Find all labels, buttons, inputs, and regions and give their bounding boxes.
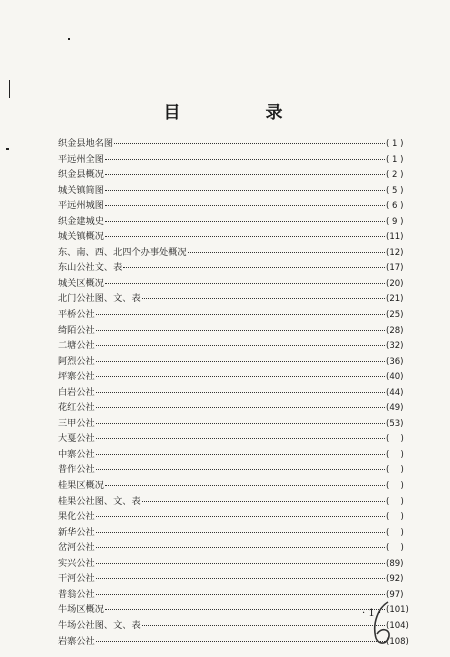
toc-entry-title: 织金县概况 (58, 169, 104, 181)
toc-entry-title: 城关镇简图 (58, 184, 104, 196)
toc-entry (58, 478, 426, 494)
toc-entry (58, 136, 426, 152)
toc-entry-title: 牛场区概况 (58, 604, 104, 616)
toc-entry-page: (40) (386, 372, 404, 383)
toc-entry-title: 普翁公社 (58, 588, 95, 600)
toc-entry-page: (32) (386, 341, 404, 352)
toc-entry (58, 369, 426, 385)
toc-entry (58, 400, 426, 416)
toc-entry-page: (20) (386, 278, 404, 289)
toc-entry-title: 平桥公社 (58, 309, 95, 321)
toc-entry-title: 新华公社 (58, 526, 95, 538)
toc-entry-page: (104) (386, 620, 409, 631)
dot-leader (105, 205, 385, 206)
dot-leader (142, 501, 385, 502)
toc-entry (58, 556, 426, 572)
toc-entry-page: ( 6 ) (386, 201, 404, 212)
toc-entry-title: 城关区概况 (58, 277, 104, 289)
toc-entry (58, 229, 426, 245)
toc-entry-page: (25) (386, 310, 404, 321)
toc-entry (58, 245, 426, 261)
toc-entry (58, 276, 426, 292)
dot-leader (96, 547, 385, 548)
toc-entry-page: ( ) (386, 512, 404, 523)
toc-entry-page: (11) (386, 232, 404, 243)
dot-leader (96, 578, 385, 579)
toc-entry (58, 447, 426, 463)
dot-leader (105, 190, 385, 191)
toc-entry-title: 大戛公社 (58, 433, 95, 445)
toc-entry-page: ( 9 ) (386, 216, 404, 227)
toc-entry-title: 中寨公社 (58, 448, 95, 460)
toc-entry (58, 152, 426, 168)
toc-entry-title: 织金县地名图 (58, 138, 114, 149)
toc-entry-title: 花红公社 (58, 402, 95, 414)
toc-entry-title: 阿烈公社 (58, 355, 95, 367)
dot-leader (96, 641, 385, 642)
toc-entry-title: 干河公社 (58, 573, 95, 585)
toc-entry-page: (44) (386, 387, 404, 398)
toc-entry (58, 183, 426, 199)
toc-entry-title: 平远州全图 (58, 153, 104, 165)
dot-leader (96, 516, 385, 517)
dot-leader (105, 174, 385, 175)
toc-entry-title: 织金建城史 (58, 215, 104, 227)
toc-entry-title: 普作公社 (58, 464, 95, 476)
toc-entry-page: ( 1 ) (386, 154, 404, 165)
toc-entry-title: 东山公社文、表 (58, 262, 123, 274)
toc-entry (58, 214, 426, 230)
toc-entry-title: 坪寨公社 (58, 371, 95, 383)
dot-leader (96, 594, 385, 595)
toc-entry-title: 牛场公社图、文、表 (58, 619, 141, 631)
toc-entry-page: (36) (386, 356, 404, 367)
toc-entry-title: 实兴公社 (58, 557, 95, 569)
toc-entry-page: ( 5 ) (386, 185, 404, 196)
dot-leader (96, 392, 385, 393)
scan-speck (6, 148, 9, 150)
toc-entry-title: 绮陌公社 (58, 324, 95, 336)
dot-leader (96, 361, 385, 362)
toc-entry-title: 平远州城图 (58, 200, 104, 212)
toc-entry-page: ( 2 ) (386, 170, 404, 181)
toc-entry-title: 东、南、西、北四个办事处概况 (58, 246, 187, 258)
toc-entry (58, 571, 426, 587)
toc-entry (58, 198, 426, 214)
toc-entry-page: (17) (386, 263, 404, 274)
dot-leader (142, 298, 385, 299)
dot-leader (96, 376, 385, 377)
toc-entry-page: ( ) (386, 527, 404, 538)
toc-entry-title: 桂果区概况 (58, 480, 104, 492)
handwritten-mark (368, 598, 396, 648)
dot-leader (96, 563, 385, 564)
dot-leader (96, 438, 385, 439)
toc-entry-title: 岩寨公社 (58, 635, 95, 647)
dot-leader (96, 407, 385, 408)
toc-entry-title: 二塘公社 (58, 340, 95, 352)
toc-entry-page: ( ) (386, 449, 404, 460)
dot-leader (105, 236, 385, 237)
toc-entry (58, 354, 426, 370)
page-title: 目 录 (163, 103, 317, 123)
toc-entry-page: ( 1 ) (386, 139, 404, 149)
toc-entry-title: 桂果公社图、文、表 (58, 495, 141, 507)
scan-speck (9, 80, 10, 98)
toc-entry (58, 385, 426, 401)
dot-leader (123, 267, 385, 268)
toc-entry-title: 三甲公社 (58, 417, 95, 429)
toc-entry (58, 416, 426, 432)
table-of-contents (58, 136, 426, 649)
toc-entry (58, 494, 426, 510)
toc-entry-page: (12) (386, 247, 404, 258)
toc-entry-page: (53) (386, 418, 404, 429)
toc-entry-page: (92) (386, 574, 404, 585)
dot-leader (105, 221, 385, 222)
dot-leader (96, 532, 385, 533)
toc-entry (58, 462, 426, 478)
dot-leader (142, 625, 385, 626)
dot-leader (96, 423, 385, 424)
toc-entry-title: 北门公社图、文、表 (58, 293, 141, 305)
dot-leader (96, 454, 385, 455)
toc-entry (58, 338, 426, 354)
toc-entry-page: (101) (386, 605, 409, 616)
dot-leader (96, 314, 385, 315)
dot-leader (105, 609, 385, 610)
toc-entry-page: ( ) (386, 543, 404, 554)
toc-entry (58, 431, 426, 447)
toc-entry (58, 291, 426, 307)
toc-entry-title: 白岩公社 (58, 386, 95, 398)
dot-leader (105, 485, 385, 486)
toc-entry-page: ( ) (386, 465, 404, 476)
toc-entry-page: (89) (386, 558, 404, 569)
dot-leader (105, 283, 385, 284)
toc-entry (58, 307, 426, 323)
toc-entry-title: 岔河公社 (58, 542, 95, 554)
dot-leader (96, 330, 385, 331)
toc-entry (58, 323, 426, 339)
toc-entry-page: (97) (386, 589, 404, 600)
toc-entry-page: ( ) (386, 434, 404, 445)
dot-leader (96, 469, 385, 470)
toc-entry-title: 城关镇概况 (58, 231, 104, 243)
toc-entry-page: (28) (386, 325, 404, 336)
toc-entry-page: ( ) (386, 496, 404, 507)
toc-entry (58, 167, 426, 183)
toc-entry-page: (49) (386, 403, 404, 414)
dot-leader (96, 345, 385, 346)
dot-leader (105, 159, 385, 160)
toc-entry-title: 果化公社 (58, 511, 95, 523)
dot-leader (188, 252, 385, 253)
toc-entry-page: (108) (386, 636, 409, 647)
page-number: · 1 · (362, 608, 382, 619)
scan-speck (68, 38, 70, 40)
toc-entry-page: ( ) (386, 481, 404, 492)
toc-entry (58, 540, 426, 556)
dot-leader (114, 143, 385, 144)
toc-entry (58, 525, 426, 541)
toc-entry (58, 260, 426, 276)
toc-entry-page: (21) (386, 294, 404, 305)
toc-entry (58, 509, 426, 525)
